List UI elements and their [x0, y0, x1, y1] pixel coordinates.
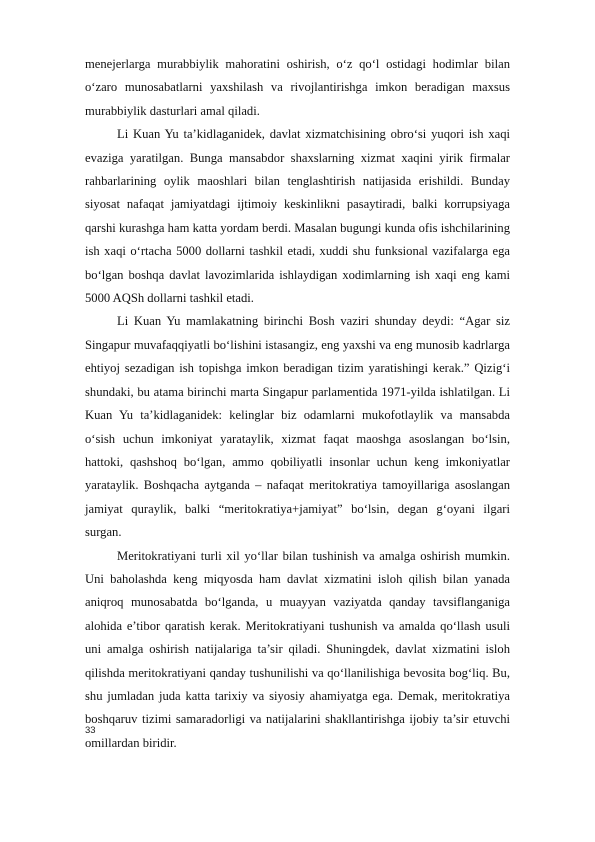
paragraph-continuation: menejerlarga murabbiylik mahoratini oshirish, o‘z qo‘l ostidagi hodimlar bilan o‘zaro munosabatlarni yaxshilash va rivojlantirishga imkon beradigan maxsus murabbiylik dasturlari amal qiladi. [85, 57, 510, 118]
page-number: 33 [85, 725, 96, 736]
page-body [85, 53, 510, 755]
paragraph-singapore-quote: Li Kuan Yu mamlakatning birinchi Bosh vaziri shunday deydi: “Agar siz Singapur muvafaqqiyatli bo‘lishini istasangiz, eng yaxshi va eng munosib kadrlarga ehtiyoj sezadigan ish topishga imkon beradigan tizim yaratishingi kerak.” Qizig‘i shundaki, bu atama birinchi marta Singapur parlamentida 1971-yilda ishlatilgan. Li Kuan Yu ta’kidlaganidek: kelinglar biz odamlarni mukofotlaylik va mansabda o‘sish uchun imkoniyat yarataylik, xizmat faqat maoshga asoslangan bo‘lsin, hattoki, qashshoq bo‘lgan, ammo qobiliyatli insonlar uchun keng imkoniyatlar yarataylik. Boshqacha aytganda – nafaqat meritokratiya tamoyillariga asoslangan jamiyat quraylik, balki “meritokratiya+jamiyat” bo‘lsin, degan g‘oyani ilgari surgan. [85, 314, 510, 540]
paragraph-salary: Li Kuan Yu ta’kidlaganidek, davlat xizmatchisining obro‘si yuqori ish xaqi evaziga yaratilgan. Bunga mansabdor shaxslarning xizmat xaqini yirik firmalar rahbarlarining oylik maoshlari bilan tenglashtirish natijasida erishildi. Bunday siyosat nafaqat jamiyatdagi ijtimoiy keskinlikni pasaytiradi, balki korrupsiyaga qarshi kurashga ham katta yordam berdi. Masalan bugungi kunda ofis ishchilarining ish xaqi o‘rtacha 5000 dollarni tashkil etadi, xuddi shu funksional vazifalarga ega bo‘lgan boshqa davlat lavozimlarida ishlaydigan xodimlarning ish xaqi eng kami 5000 AQSh dollarni tashkil etadi. [85, 127, 510, 306]
paragraph-meritocracy: Meritokratiyani turli xil yo‘llar bilan tushinish va amalga oshirish mumkin. Uni baholashda keng miqyosda ham davlat xizmatini isloh qilish bilan yanada aniqroq munosabatda bo‘lganda, u muayyan vaziyatda qanday tavsiflanganiga alohida e’tibor qaratish kerak. Meritokratiyani tushunish va amalda qo‘llash usuli uni amalga oshirish natijalariga ta’sir qiladi. Shuningdek, davlat xizmatini isloh qilishda meritokratiyani qanday tushunilishi va qo‘llanilishiga bevosita bog‘liq. Bu, shu jumladan juda katta tarixiy va siyosiy ahamiyatga ega. Demak, meritokratiya boshqaruv tizimi samaradorligi va natijalarini shakllantirishga ijobiy ta’sir etuvchi omillardan biridir. [85, 548, 510, 750]
